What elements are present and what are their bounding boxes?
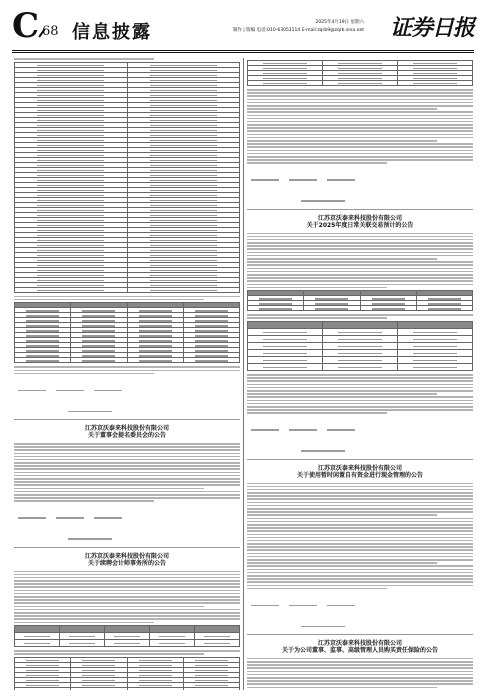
separator: [14, 547, 240, 548]
data-table: [14, 62, 240, 293]
signature-line: [301, 437, 473, 456]
announcement-title: 江苏京沃泰来科技股份有限公司 关于续聘会计师事务所的公告: [84, 552, 169, 567]
shareholder-table: [14, 302, 240, 363]
header-rule-thin: [12, 52, 474, 53]
signature-line: [18, 376, 240, 395]
data-table: [247, 290, 473, 311]
announcement-title: 江苏京沃泰来科技股份有限公司 关于为公司董事、监事、高级管理人员购买责任保险的公告: [281, 639, 438, 655]
announcement-title: 江苏京沃泰来科技股份有限公司 关于董事会提名委员会的公告: [84, 424, 169, 440]
newspaper-logo: 证券日报: [389, 15, 474, 41]
page-header: [12, 6, 474, 50]
signature-line: [251, 591, 473, 610]
signature-line: [251, 416, 473, 435]
separator: [247, 209, 473, 210]
date-line: 2025年4月19日 星期六: [315, 20, 364, 25]
text-block: [14, 650, 240, 655]
header-rule: [12, 50, 474, 51]
text-block: [247, 658, 473, 690]
data-table: [14, 625, 240, 647]
announcement-title: 江苏京沃泰来科技股份有限公司 关于2025年度日常关联交易预计的公告: [306, 214, 414, 229]
left-column: [14, 58, 240, 690]
text-block: [14, 58, 240, 60]
signature-line: [18, 504, 240, 523]
signature-line: [251, 166, 473, 185]
separator: [14, 419, 240, 420]
contact-line: 制作 | 版编 电话:010-63051114 E-mail:zqrb9@zqrb.sina.net: [232, 28, 364, 33]
text-block: [14, 296, 240, 301]
right-column: [247, 58, 473, 690]
related-party-table: [247, 321, 473, 371]
text-block: [14, 366, 240, 374]
column-divider: [243, 58, 244, 690]
text-block: [247, 233, 473, 289]
signature-line: [68, 525, 240, 544]
signature-line: [301, 187, 473, 206]
data-table: [14, 657, 240, 690]
page-number: 68: [42, 24, 59, 39]
section-letter: C: [12, 6, 40, 46]
signature-line: [301, 612, 473, 631]
text-block: [247, 483, 473, 590]
announcement-title: 江苏京沃泰来科技股份有限公司 关于使用暂时闲置自有资金进行现金管理的公告: [296, 464, 423, 479]
text-block: [247, 89, 473, 164]
separator: [247, 634, 473, 635]
data-table: [247, 60, 473, 86]
text-block: [14, 443, 240, 502]
text-block: [247, 314, 473, 319]
text-block: [14, 571, 240, 624]
section-title: 信息披露: [72, 22, 152, 43]
signature-line: [68, 397, 240, 416]
separator: [247, 459, 473, 460]
text-block: [247, 374, 473, 414]
